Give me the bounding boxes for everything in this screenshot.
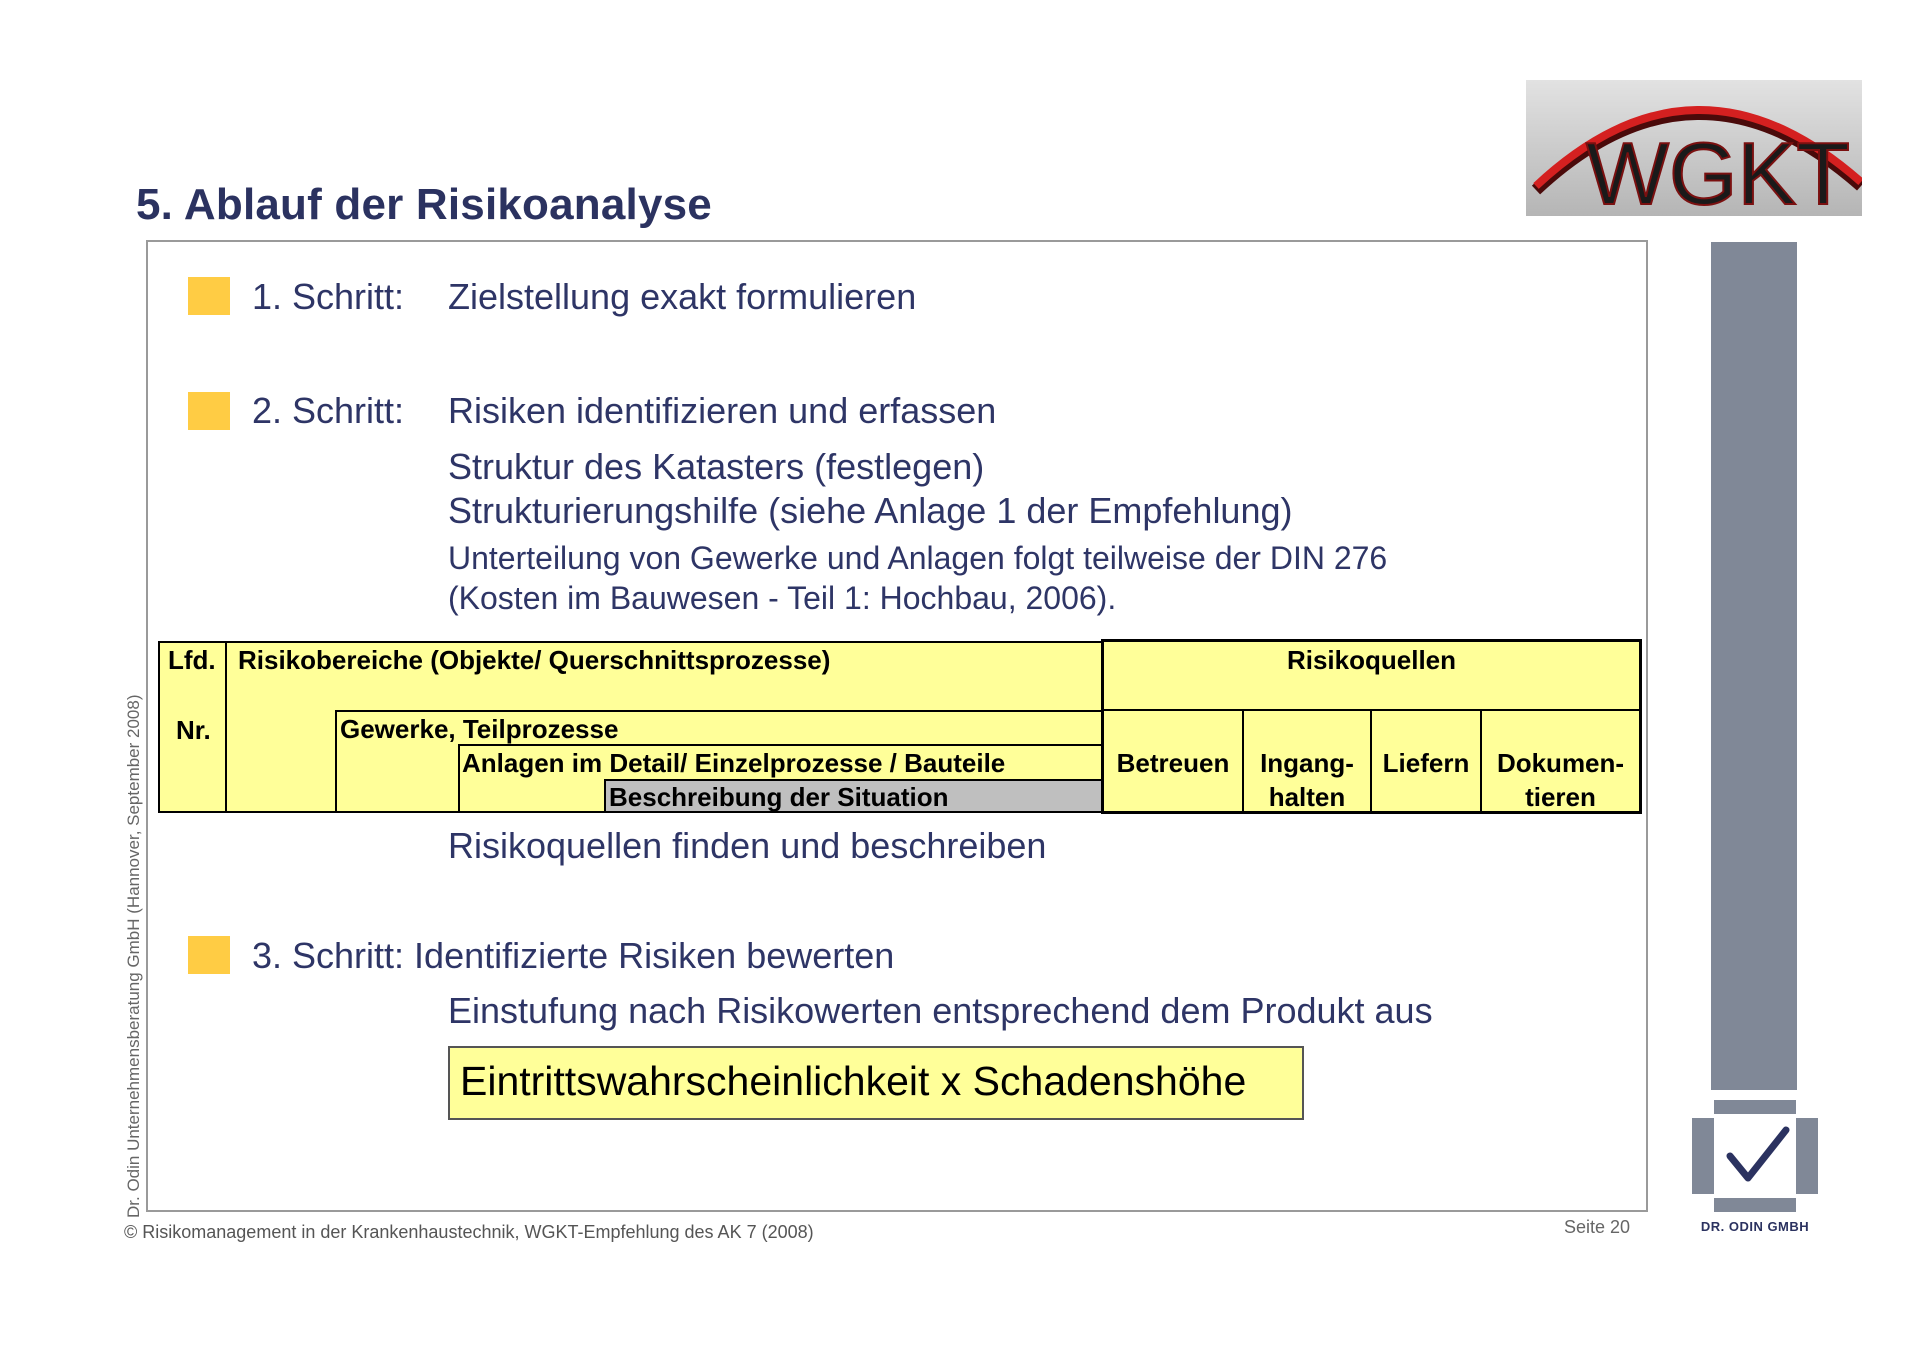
- footer-copyright: © Risikomanagement in der Krankenhaustechnik, WGKT-Empfehlung des AK 7 (2008): [124, 1222, 814, 1242]
- header-lfd: Lfd.: [168, 645, 216, 675]
- step3-label: 3. Schritt: Identifizierte Risiken bewerten: [252, 935, 895, 976]
- header-risikobereiche: Risikobereiche (Objekte/ Querschnittsprozesse): [238, 645, 831, 675]
- step2-line-2: Strukturierungshilfe (siehe Anlage 1 der Empfehlung): [448, 490, 1293, 531]
- header-dokumentieren-1: Dokumen-: [1496, 748, 1625, 778]
- header-liefern: Liefern: [1382, 748, 1470, 778]
- step2-line-1: Struktur des Katasters (festlegen): [448, 446, 985, 487]
- step1-text: Zielstellung exakt formulieren: [448, 276, 917, 317]
- page-title: 5. Ablauf der Risikoanalyse: [136, 180, 712, 229]
- step1-label: 1. Schritt:: [252, 276, 405, 317]
- step2-after-table: Risikoquellen finden und beschreiben: [448, 825, 1047, 866]
- formula-box: Eintrittswahrscheinlichkeit x Schadenshöhe: [448, 1046, 1304, 1120]
- step2-small-line-1: Unterteilung von Gewerke und Anlagen folgt teilweise der DIN 276: [448, 540, 1388, 576]
- step2-small-line-2: (Kosten im Bauwesen - Teil 1: Hochbau, 2006).: [448, 580, 1117, 616]
- header-ingang-1: Ingang-: [1260, 748, 1354, 778]
- header-nr: Nr.: [176, 715, 211, 745]
- header-dokumentieren-2: tieren: [1525, 782, 1596, 812]
- vertical-copyright: Dr. Odin Unternehmensberatung GmbH (Hannover, September 2008): [124, 694, 143, 1218]
- header-risikoquellen: Risikoquellen: [1286, 645, 1457, 675]
- step2-label: 2. Schritt:: [252, 390, 405, 431]
- step2-text: Risiken identifizieren und erfassen: [448, 390, 997, 431]
- risk-structure-table: [158, 639, 1642, 814]
- checkmark-logo-icon: [1692, 1100, 1818, 1212]
- brand-name: DR. ODIN GMBH: [1700, 1219, 1810, 1234]
- header-betreuen: Betreuen: [1116, 748, 1230, 778]
- header-gewerke: Gewerke, Teilprozesse: [340, 714, 619, 744]
- header-ingang-2: halten: [1268, 782, 1346, 812]
- step3-text: Einstufung nach Risikowerten entsprechend dem Produkt aus: [448, 990, 1433, 1031]
- sidebar-bar: [1711, 242, 1797, 1090]
- page-number: Seite 20: [1564, 1217, 1631, 1237]
- header-anlagen: Anlagen im Detail/ Einzelprozesse / Bauteile: [462, 748, 1006, 778]
- header-beschreibung: Beschreibung der Situation: [609, 782, 949, 812]
- wgkt-logo: [1526, 80, 1862, 216]
- step2-bullet: [188, 392, 230, 430]
- step1-bullet: [188, 277, 230, 315]
- step3-bullet: [188, 936, 230, 974]
- logo-text: WGKT: [1586, 124, 1850, 216]
